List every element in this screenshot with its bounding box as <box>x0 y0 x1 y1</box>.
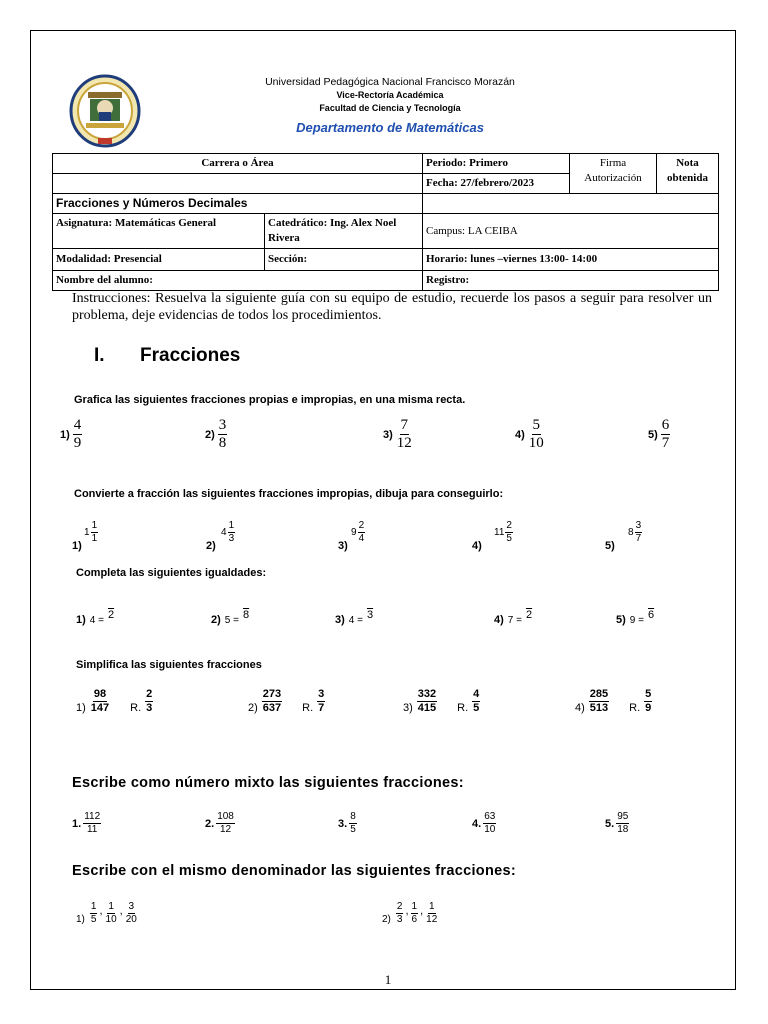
numerator: 1 <box>428 901 435 912</box>
equality-lhs: 9 = <box>629 615 644 626</box>
answer-label: R. <box>130 702 142 714</box>
item-label: 3) <box>338 540 348 552</box>
q4-title: Simplifica las siguientes fracciones <box>76 659 262 671</box>
item-label: 1. <box>72 817 82 830</box>
overline-denominator: 2 <box>525 609 533 621</box>
numerator: 2 <box>506 520 512 531</box>
tema-cell: Fracciones y Números Decimales <box>53 194 423 214</box>
simplify-item <box>403 689 480 714</box>
numerator: 3 <box>635 520 642 531</box>
fraction <box>417 689 437 714</box>
fraction <box>317 689 325 714</box>
denominator: 5 <box>90 914 97 925</box>
q1-title: Grafica las siguientes fracciones propias e impropias, en una misma recta. <box>74 394 466 406</box>
instructions-text: Instrucciones: Resuelva la siguiente guía con su equipo de estudio, recuerde los pasos a seguir para resolver un problema, deje evidencias de todos los procedimientos. <box>72 291 712 323</box>
section-number: I. <box>94 345 105 366</box>
q1-item <box>383 418 413 451</box>
denominator: 12 <box>426 914 438 925</box>
numerator: 332 <box>417 688 437 700</box>
horario-cell: Horario: lunes –viernes 13:00- 14:00 <box>423 249 719 271</box>
item-label: 2) <box>205 428 215 441</box>
firma-cell <box>570 154 657 194</box>
q1-item <box>205 418 227 451</box>
mixed-number <box>84 521 98 544</box>
mixed-number <box>494 521 513 544</box>
fraction <box>396 902 404 925</box>
numerator: 1 <box>228 520 235 531</box>
fraction <box>349 812 357 835</box>
item-label: 2) <box>211 614 221 626</box>
mixed-number <box>351 521 365 544</box>
comma: , <box>405 905 409 917</box>
denominator: 8 <box>218 435 227 451</box>
asignatura-cell: Asignatura: Matemáticas General <box>53 214 265 249</box>
firma-label: Firma <box>599 157 627 169</box>
numerator: 2 <box>146 688 153 700</box>
q5-item <box>472 812 496 835</box>
simplify-item <box>575 689 652 714</box>
denominator: 5 <box>350 824 356 835</box>
fraction <box>90 902 98 925</box>
numerator: 108 <box>217 811 234 822</box>
q5-item <box>72 812 101 835</box>
denominator: 637 <box>262 702 282 714</box>
fraction <box>358 521 366 544</box>
faculty-name: Facultad de Ciencia y Tecnología <box>319 103 461 113</box>
fraction <box>505 521 513 544</box>
whole-number: 11 <box>494 527 505 538</box>
numerator: 5 <box>532 417 541 433</box>
equality-lhs: 7 = <box>507 615 522 626</box>
empty-cell <box>53 174 423 194</box>
whole-number: 9 <box>351 527 357 538</box>
comma: , <box>119 905 123 917</box>
catedratico-cell: Catedrático: Ing. Alex Noel Rivera <box>265 214 423 249</box>
numerator: 285 <box>589 688 609 700</box>
answer-label: R. <box>302 702 314 714</box>
equality <box>211 609 250 626</box>
denominator: 5 <box>473 702 480 714</box>
denominator: 513 <box>589 702 609 714</box>
numerator: 2 <box>358 520 365 531</box>
fraction <box>644 689 652 714</box>
denominator: 6 <box>411 914 418 925</box>
denominator: 12 <box>219 824 232 835</box>
item-label: 3. <box>338 817 348 830</box>
numerator: 112 <box>84 811 101 822</box>
fraction <box>105 902 118 925</box>
q5-item <box>205 812 235 835</box>
numerator: 3 <box>318 688 325 700</box>
equality <box>616 609 655 626</box>
item-label: 4) <box>472 540 482 552</box>
fecha-cell: Fecha: 27/febrero/2023 <box>423 174 570 194</box>
equality-lhs: 5 = <box>224 615 239 626</box>
fraction <box>396 418 413 451</box>
overline-denominator: 8 <box>242 609 250 621</box>
campus-cell: Campus: LA CEIBA <box>423 214 719 249</box>
overline-denominator: 2 <box>107 609 115 621</box>
numerator: 273 <box>262 688 282 700</box>
item-label: 1) <box>76 914 85 925</box>
equality <box>76 609 115 626</box>
q6-item <box>76 902 138 925</box>
fraction <box>589 689 609 714</box>
modalidad-cell: Modalidad: Presencial <box>53 249 265 271</box>
denominator: 11 <box>86 824 98 835</box>
fraction <box>425 902 438 925</box>
fraction <box>483 812 496 835</box>
numerator: 1 <box>91 520 98 531</box>
whole-number: 4 <box>221 527 227 538</box>
nota-cell: Nota obtenida <box>657 154 719 194</box>
denominator: 4 <box>358 533 365 544</box>
denominator: 7 <box>661 435 670 451</box>
numerator: 8 <box>350 811 356 822</box>
denominator: 10 <box>528 435 544 451</box>
denominator: 9 <box>645 702 652 714</box>
registro-cell: Registro: <box>423 271 719 291</box>
denominator: 12 <box>396 435 412 451</box>
item-label: 2) <box>206 540 216 552</box>
item-label: 4. <box>472 817 482 830</box>
numerator: 7 <box>400 417 409 433</box>
fraction <box>91 521 99 544</box>
numerator: 3 <box>218 417 227 433</box>
numerator: 98 <box>93 688 107 700</box>
item-label: 5) <box>605 540 615 552</box>
university-name: Universidad Pedagógica Nacional Francisco Morazán <box>265 76 515 88</box>
fraction <box>635 521 643 544</box>
item-label: 1) <box>60 428 70 441</box>
item-label: 3) <box>383 428 393 441</box>
q1-item <box>648 418 670 451</box>
equality <box>335 609 374 626</box>
denominator: 5 <box>506 533 512 544</box>
fraction <box>73 418 83 451</box>
simplify-item <box>248 689 325 714</box>
denominator: 7 <box>635 533 642 544</box>
numerator: 4 <box>73 417 82 433</box>
page-number: 1 <box>384 972 392 987</box>
numerator: 2 <box>396 901 403 912</box>
denominator: 10 <box>105 914 117 925</box>
fraction <box>661 418 671 451</box>
simplify-item <box>76 689 153 714</box>
numerator: 63 <box>484 811 496 822</box>
overline-denominator: 3 <box>366 609 374 621</box>
item-label: 1) <box>76 702 86 714</box>
denominator: 10 <box>484 824 496 835</box>
item-label: 4) <box>575 702 585 714</box>
section-title: Fracciones <box>140 345 241 366</box>
periodo-cell: Periodo: Primero <box>423 154 570 174</box>
fraction <box>472 689 480 714</box>
denominator: 18 <box>617 824 629 835</box>
info-table <box>52 153 719 291</box>
q3-title: Completa las siguientes igualdades: <box>76 567 267 579</box>
alumno-cell: Nombre del alumno: <box>53 271 423 291</box>
autorizacion-label: Autorización <box>584 172 642 184</box>
denominator: 20 <box>125 914 137 925</box>
numerator: 1 <box>90 901 97 912</box>
denominator: 9 <box>73 435 82 451</box>
fraction <box>411 902 419 925</box>
numerator: 95 <box>617 811 629 822</box>
denominator: 7 <box>318 702 325 714</box>
item-label: 2) <box>248 702 258 714</box>
item-label: 5. <box>605 817 615 830</box>
answer-label: R. <box>457 702 469 714</box>
fraction <box>216 812 235 835</box>
numerator: 4 <box>473 688 480 700</box>
item-label: 5) <box>616 614 626 626</box>
item-label: 3) <box>403 702 413 714</box>
equality-lhs: 4 = <box>348 615 363 626</box>
fraction <box>218 418 228 451</box>
whole-number: 1 <box>84 527 90 538</box>
numerator: 3 <box>128 901 135 912</box>
fraction <box>228 521 236 544</box>
q5-item <box>605 812 629 835</box>
item-label: 3) <box>335 614 345 626</box>
university-logo <box>68 74 142 152</box>
equality <box>494 609 533 626</box>
item-label: 4) <box>494 614 504 626</box>
seccion-cell: Sección: <box>265 249 423 271</box>
empty-cell <box>423 194 719 214</box>
mixed-number <box>221 521 235 544</box>
q6-item <box>382 902 438 925</box>
item-label: 1) <box>76 614 86 626</box>
q1-item <box>515 418 545 451</box>
item-label: 2. <box>205 817 215 830</box>
fraction <box>262 689 282 714</box>
department-name: Departamento de Matemáticas <box>296 120 484 135</box>
denominator: 3 <box>396 914 403 925</box>
q6-title: Escribe con el mismo denominador las siguientes fracciones: <box>72 863 516 879</box>
mixed-number <box>628 521 642 544</box>
fraction <box>528 418 545 451</box>
item-label: 4) <box>515 428 525 441</box>
q5-item <box>338 812 357 835</box>
answer-label: R. <box>629 702 641 714</box>
denominator: 147 <box>90 702 110 714</box>
equality-lhs: 4 = <box>89 615 104 626</box>
carrera-cell: Carrera o Área <box>53 154 423 174</box>
fraction <box>125 902 138 925</box>
denominator: 415 <box>417 702 437 714</box>
fraction <box>145 689 153 714</box>
denominator: 3 <box>228 533 235 544</box>
whole-number: 8 <box>628 527 634 538</box>
fraction <box>616 812 629 835</box>
fraction <box>83 812 101 835</box>
q5-title: Escribe como número mixto las siguientes fracciones: <box>72 775 464 791</box>
item-label: 2) <box>382 914 391 925</box>
item-label: 1) <box>72 540 82 552</box>
comma: , <box>99 905 103 917</box>
numerator: 5 <box>645 688 652 700</box>
q1-item <box>60 418 82 451</box>
item-label: 5) <box>648 428 658 441</box>
denominator: 1 <box>91 533 98 544</box>
fraction <box>90 689 110 714</box>
denominator: 3 <box>146 702 153 714</box>
numerator: 1 <box>411 901 418 912</box>
comma: , <box>420 905 424 917</box>
numerator: 1 <box>108 901 114 912</box>
numerator: 6 <box>661 417 670 433</box>
vice-rectoria: Vice-Rectoría Académica <box>336 90 444 100</box>
overline-denominator: 6 <box>647 609 655 621</box>
q2-title: Convierte a fracción las siguientes fracciones impropias, dibuja para conseguirlo: <box>74 488 504 500</box>
